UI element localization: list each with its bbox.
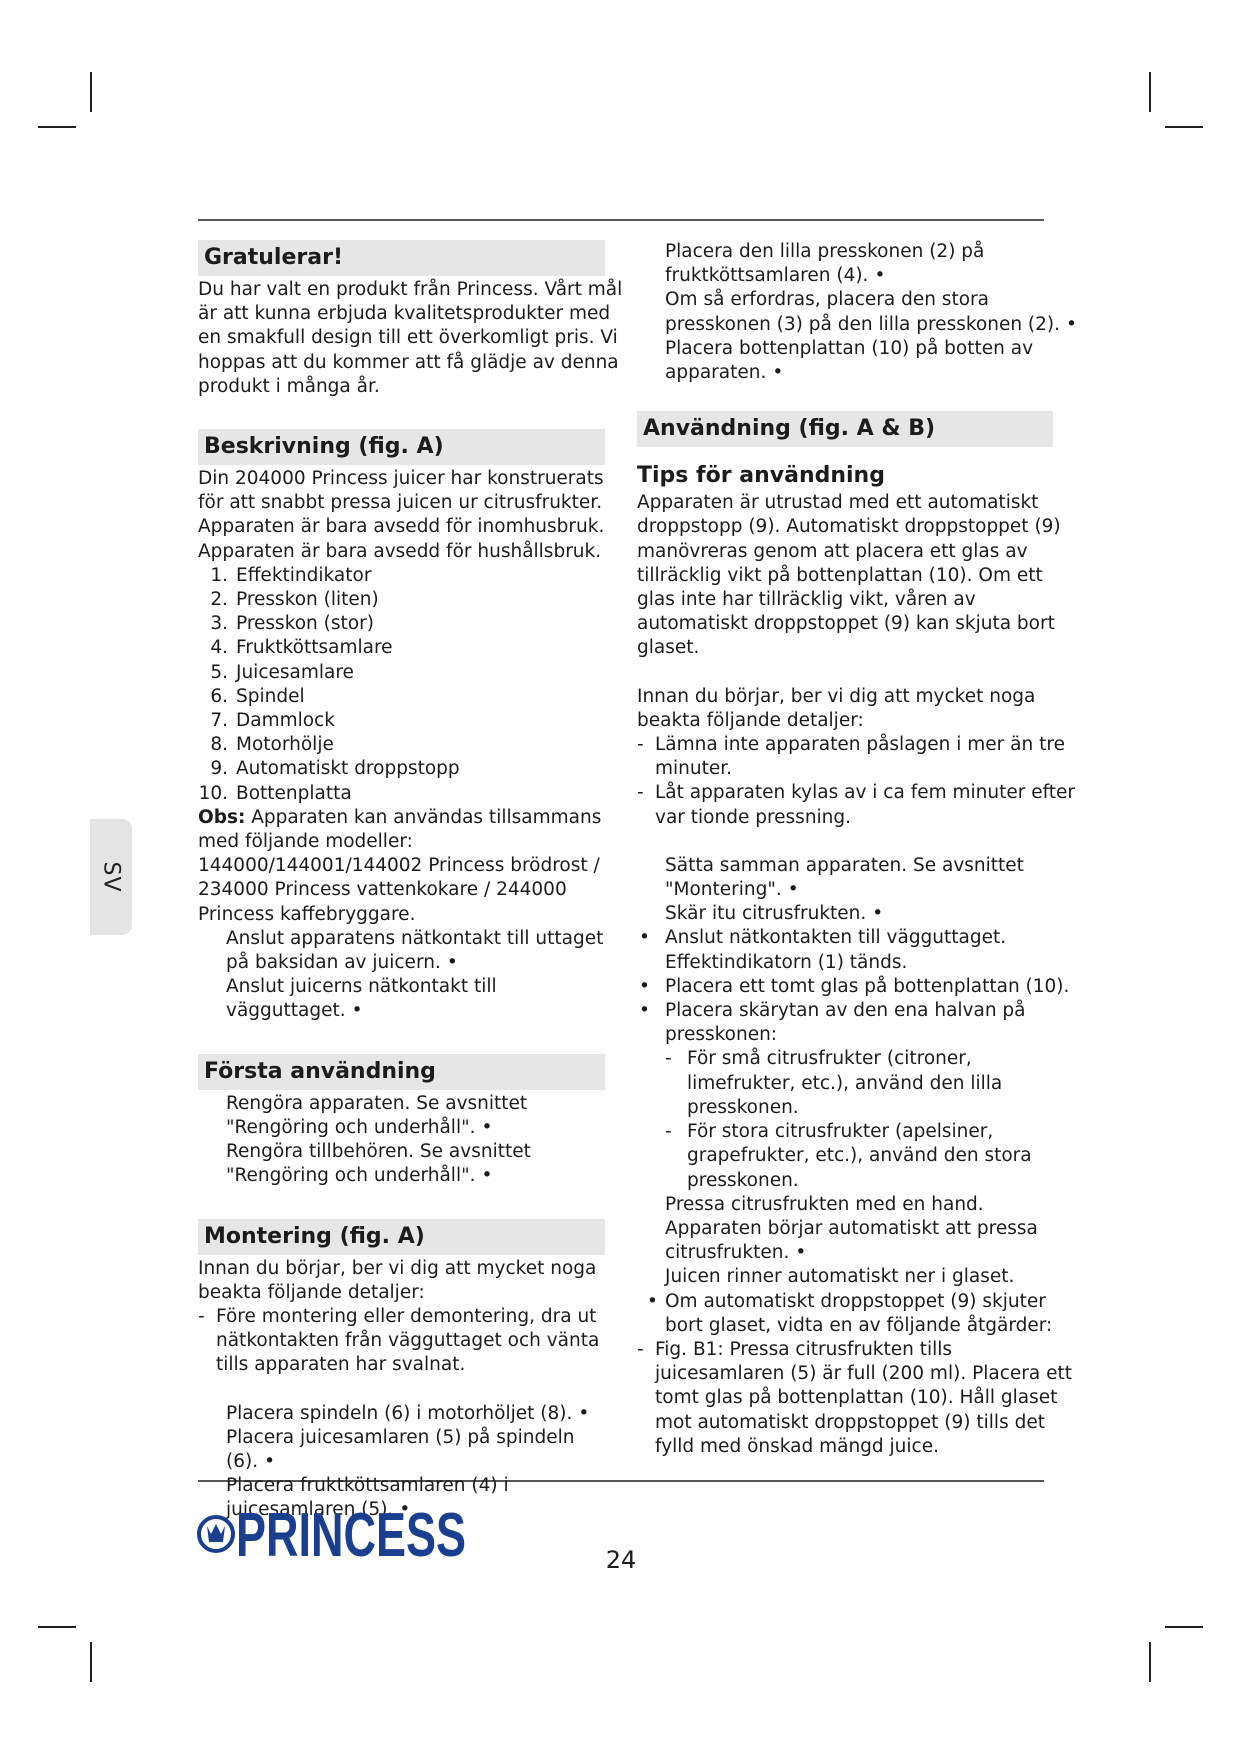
part-label: Juicesamlare: [236, 661, 354, 683]
step-text: Om så erfordras, placera den stora presskonen (3) på den lilla presskonen (2).: [665, 289, 1061, 335]
step-text: Placera den lilla presskonen (2) på fruktköttsamlaren (4).: [665, 241, 985, 287]
step-text: Anslut juicerns nätkontakt till vägguttaget.: [226, 976, 497, 1022]
crop-mark-bottom-right-h: [1165, 1626, 1203, 1628]
montering-dash-item: - Före montering eller demontering, dra ut nätkontakten från vägguttaget och vänta tills apparaten har svalnat.: [198, 1305, 628, 1378]
princess-crown-icon: [196, 1496, 476, 1572]
page-number: 24: [605, 1546, 637, 1574]
bullet-text: Placera skärytan av den ena halvan på presskonen:: [665, 1000, 1026, 1046]
part-label: Fruktköttsamlare: [236, 637, 393, 659]
parts-list-item: [198, 636, 628, 660]
tips-body: Apparaten är utrustad med ett automatiskt droppstopp (9). Automatiskt droppstoppet (9) manövreras genom att placera ett glas av tillräcklig vikt på bottenplattan (10). Om ett glas inte har tillräcklig vikt, våren av automatiskt droppstoppet (9) kan skjuta bort glaset.: [637, 492, 1061, 659]
top-rule: [198, 219, 1044, 221]
anvandning-dash-item: - Lämna inte apparaten påslagen i mer än tre minuter.: [637, 733, 1077, 781]
parts-list-item: [198, 612, 628, 636]
step-item: Placera spindeln (6) i motorhöljet (8). •: [226, 1402, 590, 1424]
part-number: 4.: [210, 637, 228, 659]
part-label: Dammlock: [236, 710, 335, 732]
step-item: Placera juicesamlaren (5) på spindeln (6). •: [226, 1426, 575, 1472]
part-label: Bottenplatta: [236, 782, 352, 804]
parts-list-item: [198, 709, 628, 733]
part-label: Presskon (stor): [236, 613, 374, 635]
parts-list-item: [198, 782, 628, 806]
beskrivning-intro-3: Apparaten är bara avsedd för hushållsbruk.: [198, 540, 602, 562]
obs-text: Apparaten kan användas tillsammans med följande modeller: 144000/144001/144002 Princess brödrost / 234000 Princess vattenkokare / 244000 Princess kaffebryggare.: [198, 806, 602, 925]
final-dash-item: - Fig. B1: Pressa citrusfrukten tills juicesamlaren (5) är full (200 ml). Placera ett tomt glas på bottenplattan (10). Håll glaset mot automatiskt droppstoppet (9) tills det fylld med önskad mängd juice.: [637, 1338, 1077, 1459]
obs-label: Obs:: [198, 806, 246, 828]
right-column: [637, 240, 1077, 1459]
bullet-item: • Anslut nätkontakten till vägguttaget.: [637, 926, 1077, 950]
step-text: Placera bottenplattan (10) på botten av apparaten.: [665, 337, 1034, 384]
dash-text: Fig. B1: Pressa citrusfrukten tills juicesamlaren (5) är full (200 ml). Placera ett tomt glas på bottenplattan (10). Håll glaset mot automatiskt droppstoppet (9) tills det fylld med önskad mängd juice.: [655, 1338, 1072, 1457]
crop-mark-top-right-v: [1149, 72, 1151, 112]
step-item: Placera fruktköttsamlaren (4) i juicesamlaren (5). •: [226, 1475, 509, 1521]
part-number: 9.: [210, 758, 228, 780]
crop-mark-bottom-right-v: [1149, 1642, 1151, 1682]
beskrivning-intro-1: Din 204000 Princess juicer har konstruerats för att snabbt pressa juicen ur citrusfrukter.: [198, 468, 604, 514]
part-number: 5.: [210, 661, 228, 683]
language-tab: [90, 819, 132, 935]
crop-mark-bottom-left-v: [90, 1642, 92, 1682]
bullet-item: • Om automatiskt droppstoppet (9) skjuter bort glaset, vidta en av följande åtgärder:: [637, 1290, 1077, 1338]
language-tab-label: SV: [98, 861, 124, 893]
step-text: Rengöra apparaten. Se avsnittet "Rengöring och underhåll".: [226, 1092, 528, 1138]
part-number: 6.: [210, 685, 228, 707]
tips-heading: Tips för användning: [637, 463, 885, 489]
step-item: Anslut juicerns nätkontakt till vägguttaget. •: [226, 976, 497, 1022]
brand-wordmark: PRINCESS: [236, 1501, 466, 1570]
section-heading-forsta: Första användning: [198, 1054, 605, 1090]
step-item: Skär itu citrusfrukten. •: [665, 903, 884, 925]
part-number: 8.: [210, 734, 228, 756]
anvandning-intro: Innan du börjar, ber vi dig att mycket noga beakta följande detaljer:: [637, 685, 1036, 731]
part-number: 7.: [210, 710, 228, 732]
crop-mark-top-left-h: [38, 126, 76, 128]
princess-logo: [196, 1496, 476, 1572]
left-column: [198, 240, 628, 1523]
step-item: Rengöra apparaten. Se avsnittet "Rengöring och underhåll". •: [226, 1092, 528, 1138]
step-text: Effektindikatorn (1) tänds.: [665, 951, 908, 973]
gratulerar-body: Du har valt en produkt från Princess. Vårt mål är att kunna erbjuda kvalitetsprodukter med en smakfull design till ett överkomligt pris. Vi hoppas att du kommer att få glädje av denna produkt i många år.: [198, 279, 623, 397]
crop-mark-top-left-v: [90, 72, 92, 112]
step-text: Placera juicesamlaren (5) på spindeln (6).: [226, 1426, 575, 1472]
step-item: [637, 1265, 1077, 1289]
parts-list-item: [198, 661, 628, 685]
parts-list-item: [198, 757, 628, 781]
step-text: Sätta samman apparaten. Se avsnittet "Montering".: [665, 854, 1024, 901]
part-label: Effektindikator: [236, 564, 372, 586]
step-item: [637, 951, 1077, 975]
section-heading-beskrivning: Beskrivning (fig. A): [198, 429, 605, 465]
step-text: Pressa citrusfrukten med en hand. Apparaten börjar automatiskt att pressa citrusfrukten.: [665, 1193, 1038, 1264]
dash-text: Låt apparaten kylas av i ca fem minuter efter var tionde pressning.: [655, 782, 1076, 828]
part-label: Presskon (liten): [236, 589, 379, 611]
sub-dash-item: - För små citrusfrukter (citroner, limefrukter, etc.), använd den lilla presskonen.: [665, 1047, 1077, 1120]
bullet-text: Om automatiskt droppstoppet (9) skjuter bort glaset, vidta en av följande åtgärder:: [665, 1290, 1053, 1336]
step-item: Rengöra tillbehören. Se avsnittet "Rengöring och underhåll". •: [226, 1141, 531, 1187]
parts-list-item: [198, 564, 628, 588]
bullet-item: • Placera skärytan av den ena halvan på presskonen:: [637, 999, 1077, 1047]
montering-intro: Innan du börjar, ber vi dig att mycket noga beakta följande detaljer:: [198, 1257, 597, 1303]
part-label: Motorhölje: [236, 734, 334, 756]
step-item: Pressa citrusfrukten med en hand. Apparaten börjar automatiskt att pressa citrusfrukten. •: [665, 1193, 1038, 1264]
parts-list-item: [198, 685, 628, 709]
bullet-text: Placera ett tomt glas på bottenplattan (10).: [665, 975, 1070, 997]
step-item: Sätta samman apparaten. Se avsnittet "Montering". •: [665, 854, 1024, 901]
parts-list-item: [198, 588, 628, 612]
crop-mark-bottom-left-h: [38, 1626, 76, 1628]
step-item: Placera den lilla presskonen (2) på fruktköttsamlaren (4). •: [665, 241, 985, 287]
part-number: 10.: [198, 782, 228, 804]
dash-text: För stora citrusfrukter (apelsiner, grapefrukter, etc.), använd den stora presskonen.: [687, 1121, 1032, 1191]
step-item: Placera bottenplattan (10) på botten av apparaten. •: [665, 337, 1034, 384]
part-number: 1.: [210, 564, 228, 586]
beskrivning-intro-2: Apparaten är bara avsedd för inomhusbruk.: [198, 516, 605, 538]
step-item: Anslut apparatens nätkontakt till uttaget på baksidan av juicern. •: [226, 927, 604, 974]
section-heading-anvandning: Användning (fig. A & B): [637, 411, 1053, 447]
bullet-item: • Placera ett tomt glas på bottenplattan (10).: [637, 975, 1077, 999]
step-text: Skär itu citrusfrukten.: [665, 903, 867, 925]
step-text: Juicen rinner automatiskt ner i glaset.: [665, 1266, 1015, 1288]
anvandning-dash-item: - Låt apparaten kylas av i ca fem minuter efter var tionde pressning.: [637, 781, 1077, 829]
parts-list-item: [198, 733, 628, 757]
step-item: Om så erfordras, placera den stora presskonen (3) på den lilla presskonen (2). •: [665, 289, 1077, 335]
bullet-text: Anslut nätkontakten till vägguttaget.: [665, 927, 1007, 949]
crop-mark-top-right-h: [1165, 126, 1203, 128]
section-heading-montering: Montering (fig. A): [198, 1219, 605, 1255]
section-heading-gratulerar: Gratulerar!: [198, 240, 605, 276]
parts-list: [198, 564, 628, 806]
step-text: Anslut apparatens nätkontakt till uttaget på baksidan av juicern.: [226, 927, 604, 974]
sub-dash-item: - För stora citrusfrukter (apelsiner, grapefrukter, etc.), använd den stora presskonen.: [665, 1120, 1077, 1193]
part-number: 2.: [210, 589, 228, 611]
part-number: 3.: [210, 613, 228, 635]
dash-text: För små citrusfrukter (citroner, limefrukter, etc.), använd den lilla presskonen.: [687, 1048, 1003, 1118]
part-label: Spindel: [236, 685, 305, 707]
step-text: Placera spindeln (6) i motorhöljet (8).: [226, 1402, 573, 1424]
obs-note: [198, 806, 628, 927]
part-label: Automatiskt droppstopp: [236, 758, 460, 780]
dash-text: Före montering eller demontering, dra ut nätkontakten från vägguttaget och vänta tills apparaten har svalnat.: [216, 1305, 600, 1376]
dash-text: Lämna inte apparaten påslagen i mer än tre minuter.: [655, 734, 1065, 780]
step-text: Rengöra tillbehören. Se avsnittet "Rengöring och underhåll".: [226, 1141, 531, 1187]
sub-list: [637, 1047, 1077, 1192]
step-text: Placera fruktköttsamlaren (4) i juicesamlaren (5).: [226, 1475, 509, 1521]
